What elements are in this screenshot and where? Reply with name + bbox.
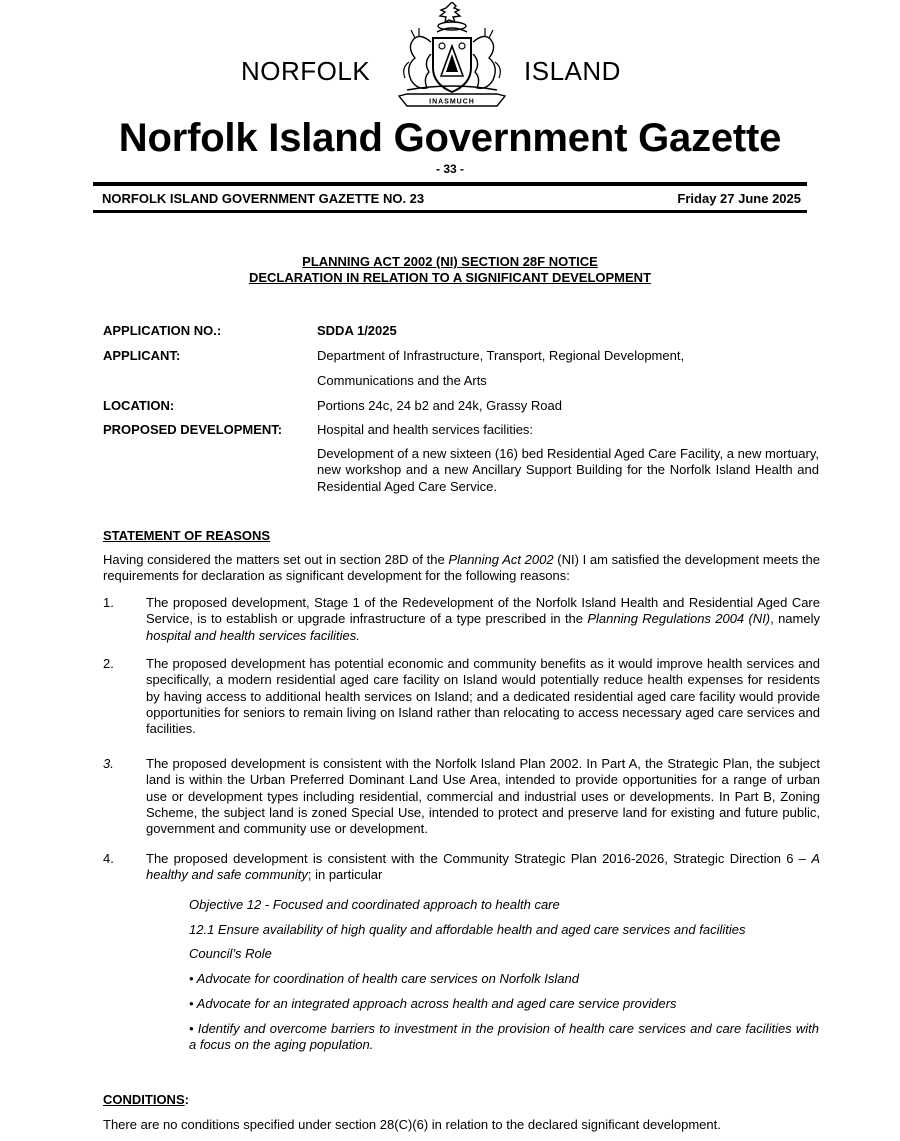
reason-2-number: 2. (103, 656, 114, 671)
gazette-title: Norfolk Island Government Gazette (118, 116, 782, 160)
proposed-description: Development of a new sixteen (16) bed Residential Aged Care Facility, a new mortuary, new workshop and a new Ancillary Support Building for the Norfolk Island Health and Residential Aged Care Service. (317, 446, 819, 494)
crest-motto: INASMUCH (429, 98, 475, 106)
header-rule-top (93, 182, 807, 186)
reason-2-text: The proposed development has potential economic and community benefits as it would improve health services and specifically, a modern residential aged care facility on Island would potentially reduce health expenses for residents by having access to additional health services on Island; and a dedicated residential aged care facility would provide opportunities for seniors to remain living on Island rather than relocating to access necessary aged care services and facilities. (146, 656, 820, 737)
application-label: APPLICATION NO.: (103, 323, 222, 338)
reason-4-text: The proposed development is consistent with the Community Strategic Plan 2016-2026, Strategic Direction 6 – A healthy and safe community; in particular (146, 851, 820, 883)
role-bullet-2: • Advocate for an integrated approach across health and aged care service providers (189, 996, 677, 1011)
reason-1-number: 1. (103, 595, 114, 610)
councils-role: Council’s Role (189, 946, 272, 961)
proposed-label: PROPOSED DEVELOPMENT: (103, 422, 283, 437)
location-value: Portions 24c, 24 b2 and 24k, Grassy Road (317, 398, 562, 413)
conditions-text: There are no conditions specified under section 28(C)(6) in relation to the declared significant development. (103, 1117, 721, 1132)
conditions-heading: CONDITIONS: (103, 1092, 189, 1107)
location-label: LOCATION: (103, 398, 175, 413)
applicant-label: APPLICANT: (103, 348, 181, 363)
masthead-island: ISLAND (524, 56, 621, 86)
masthead-norfolk: NORFOLK (241, 56, 371, 86)
reasons-intro: Having considered the matters set out in section 28D of the Planning Act 2002 (NI) I am satisfied the development meets the requirements for declaration as significant development for the following reasons: (103, 552, 820, 584)
applicant-line2: Communications and the Arts (317, 373, 487, 388)
reason-3-number: 3. (103, 756, 114, 771)
role-bullet-1: • Advocate for coordination of health care services on Norfolk Island (189, 971, 579, 986)
header-rule-bottom (93, 210, 807, 213)
gazette-date: Friday 27 June 2025 (677, 191, 801, 206)
reason-3-text: The proposed development is consistent with the Norfolk Island Plan 2002. In Part A, the Strategic Plan, the subject land is within the Urban Preferred Dominant Land Use Area, intended to provide opportunities for a range of urban use or development types including residential, commercial and industrial uses or developments. In Part B, Zoning Scheme, the subject land is zoned Special Use, intended to protect and preserve land for existing and future public, government and community use or development. (146, 756, 820, 837)
objective-heading: Objective 12 - Focused and coordinated approach to health care (189, 897, 560, 912)
reason-4-number: 4. (103, 851, 114, 866)
proposed-line1: Hospital and health services facilities: (317, 422, 534, 437)
applicant-line1: Department of Infrastructure, Transport, Regional Development, (317, 348, 685, 363)
page-number: - 33 - (435, 162, 464, 176)
gazette-number: NORFOLK ISLAND GOVERNMENT GAZETTE NO. 23 (102, 191, 425, 206)
reasons-heading: STATEMENT OF REASONS (103, 528, 271, 543)
application-value: SDDA 1/2025 (317, 323, 397, 338)
notice-title-line1: PLANNING ACT 2002 (NI) SECTION 28F NOTICE (302, 254, 598, 269)
objective-item: 12.1 Ensure availability of high quality and affordable health and aged care services and facilities (189, 922, 746, 937)
notice-title-line2: DECLARATION IN RELATION TO A SIGNIFICANT DEVELOPMENT (248, 270, 652, 285)
coat-of-arms-icon (393, 2, 511, 110)
reason-1-text: The proposed development, Stage 1 of the Redevelopment of the Norfolk Island Health and Residential Aged Care Service, is to establish or upgrade infrastructure of a type prescribed in the Planning Regulations 2004 (NI), namely hospital and health services facilities. (146, 595, 820, 643)
role-bullet-3: • Identify and overcome barriers to investment in the provision of health care services and care facilities with a focus on the aging population. (189, 1021, 819, 1053)
